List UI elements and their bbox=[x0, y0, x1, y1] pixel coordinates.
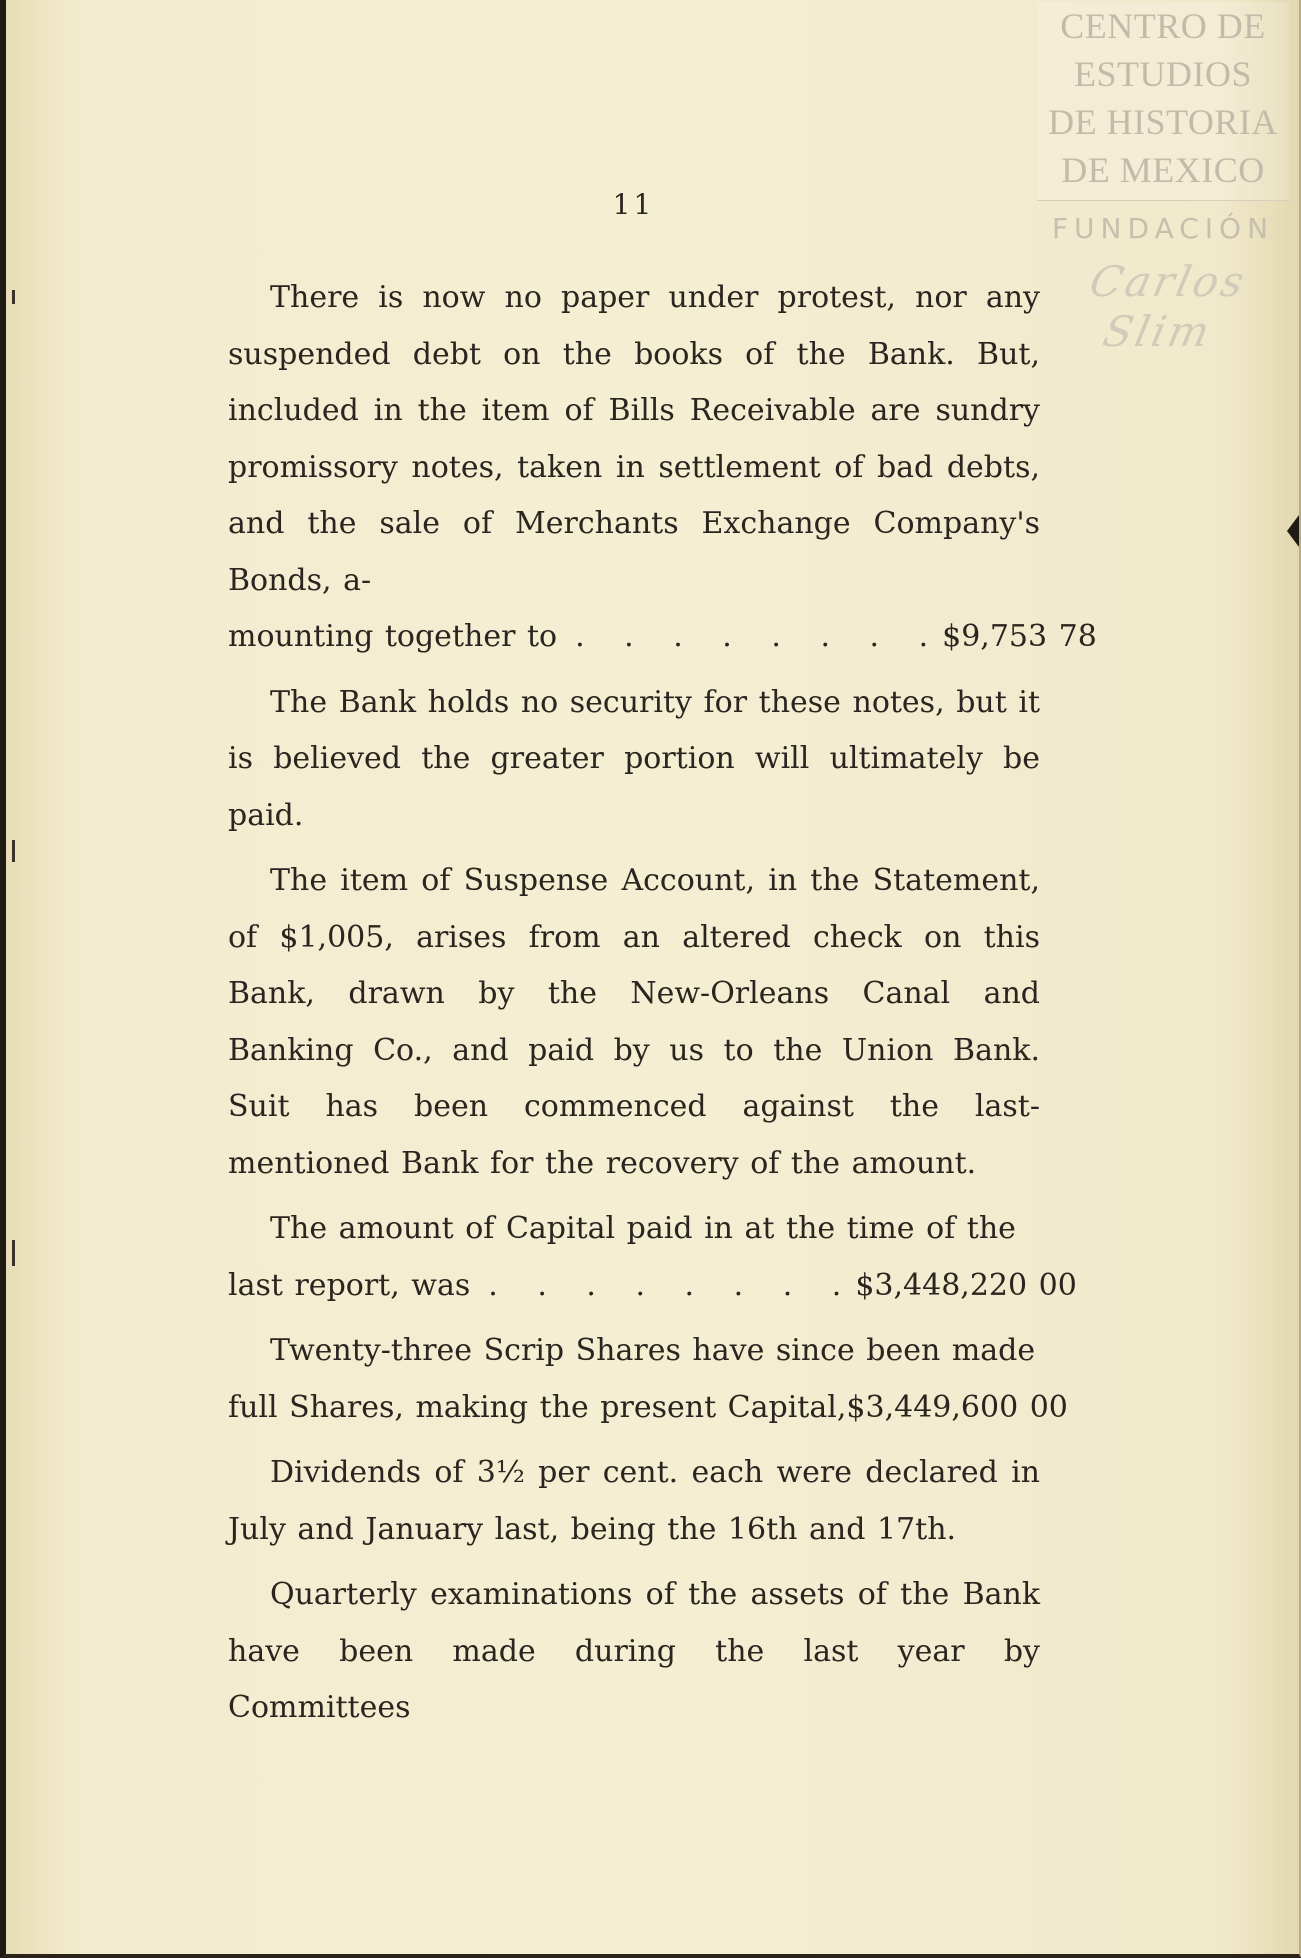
amount-line bbox=[228, 609, 1097, 666]
watermark-signature: Carlos Slim bbox=[1085, 257, 1252, 356]
watermark-line: DE HISTORIA bbox=[1048, 102, 1278, 142]
page-number: 11 bbox=[612, 188, 655, 221]
paragraph-security: The Bank holds no security for these notes, but it is believed the greater portion will ultimately be paid. bbox=[228, 684, 1040, 833]
watermark-foundation: FUNDACIÓN bbox=[1051, 212, 1275, 245]
paragraph-suspense-account: The item of Suspense Account, in the Statement, of $1,005, arises from an altered check on this Bank, drawn by the New-Orleans Canal and Banking Co., and paid by us to the Union Bank. Suit has been commenced against the last-mentioned Bank for the recovery of the amount. bbox=[228, 863, 1040, 1181]
text-line bbox=[228, 1323, 1040, 1380]
amount-label: last report, was bbox=[228, 1267, 471, 1303]
binding-mark bbox=[12, 840, 15, 862]
amount-label: mounting together to bbox=[228, 619, 558, 654]
amount-label: full Shares, making the present Capital, bbox=[228, 1389, 847, 1425]
page-edge-notch bbox=[1287, 515, 1299, 547]
watermark-line: ESTUDIOS bbox=[1073, 54, 1252, 94]
amount-line bbox=[228, 1258, 1077, 1315]
leader-dots: . . . . . . . . bbox=[575, 619, 943, 654]
paragraph-capital-paid bbox=[228, 1201, 1077, 1314]
amount-value: $9,753 78 bbox=[942, 619, 1097, 654]
text-line bbox=[228, 1201, 1040, 1258]
leader-dots: . . . . . . . . bbox=[488, 1267, 856, 1303]
binding-mark bbox=[12, 290, 15, 304]
amount-value: $3,448,220 00 bbox=[855, 1267, 1077, 1303]
paragraph-scrip-shares bbox=[228, 1323, 1068, 1436]
body-text bbox=[228, 270, 1097, 1746]
paragraph-text: There is now no paper under protest, nor any suspended debt on the books of the Bank. But, included in the item of Bills Receivable are sundry promissory notes, taken in settlement of bad debts, and the sale of Merchants Exchange Company's Bonds, a- bbox=[228, 280, 1040, 598]
watermark-line: CENTRO DE bbox=[1060, 6, 1266, 46]
line-text: The amount of Capital paid in at the time of the bbox=[270, 1211, 1016, 1246]
paragraph-dividends: Dividends of 3½ per cent. each were declared in July and January last, being the 16th and 17th. bbox=[228, 1455, 1040, 1547]
amount-line bbox=[228, 1380, 1068, 1437]
line-text: Twenty-three Scrip Shares have since been made bbox=[270, 1333, 1036, 1368]
amount-value: $3,449,600 00 bbox=[846, 1389, 1068, 1425]
archive-watermark bbox=[1037, 2, 1289, 357]
paragraph-quarterly-examinations: Quarterly examinations of the assets of the Bank have been made during the last year by Committees bbox=[228, 1577, 1040, 1725]
binding-mark bbox=[12, 1240, 15, 1266]
watermark-line: DE MEXICO bbox=[1061, 150, 1265, 190]
paragraph-paper-under-protest bbox=[228, 270, 1097, 666]
